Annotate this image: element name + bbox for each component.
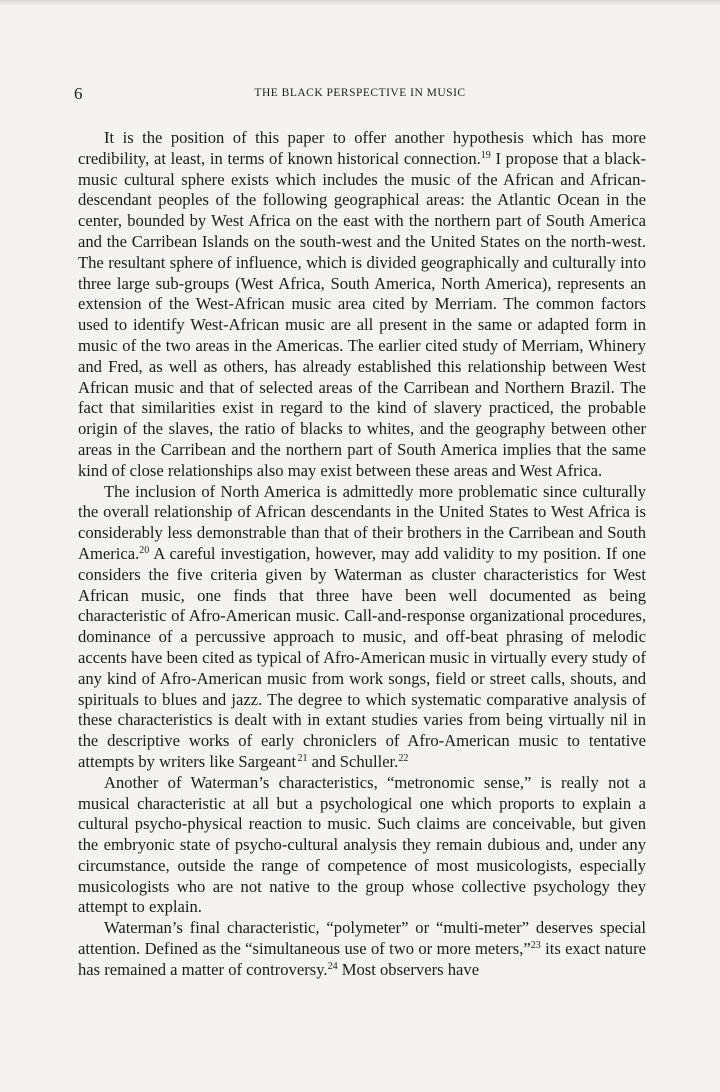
paragraph-text: its exact nature has remained a matter of controversy. [78,939,646,979]
footnote-ref-22[interactable]: 22 [398,752,409,764]
paragraph-text: It is the position of this paper to offer another hypothesis which has more credibility, at least, in terms of known historical connection. [78,128,646,168]
paragraph-text: and Schuller. [307,751,399,771]
paragraph-text: Another of Waterman’s characteristics, “metronomic sense,” is really not a musical characteristic at all but a psychological one which proports to explain a cultural psycho-physical reaction to music. Such claims are conceivable, but given the embryonic state of psycho-cultural analysis they remain dubious and, under any circumstance, outside the range of competence of most musicologists, especially musicologists who are not native to the group whose collective psychology they attempt to explain. [78,772,646,917]
paragraph-4 [78,918,646,980]
footnote-ref-19[interactable]: 19 [480,149,491,161]
journal-title: THE BLACK PERSPECTIVE IN MUSIC [254,87,466,99]
paragraph-text: A careful investigation, however, may add validity to my position. If one considers the five criteria given by Waterman as cluster characteristics for West African music, one finds that three have been well documented as being characteristic of Afro-American music. Call-and-response organizational procedures, dominance of a percussive approach to music, and off-beat phrasing of melodic accents have been cited as typical of Afro-American music in virtually every study of any kind of Afro-American music from work songs, field or street calls, shouts, and spirituals to blues and jazz. The degree to which systematic comparative analysis of these characteristics is dealt with in extant studies varies from being virtually nil in the descriptive works of early chroniclers of Afro-American music to tentative attempts by writers like Sargeant [78,543,646,771]
paragraph-text: I propose that a black-music cultural sphere exists which includes the music of the African and African-descendant peoples of the following geographical areas: the Atlantic Ocean in the center, bounded by West Africa on the east with the northern part of South America and the Carribean Islands on the south-west and the United States on the north-west. The resultant sphere of influence, which is divided geographically and culturally into three large sub-groups (West Africa, South America, North America), represents an extension of the West-African music area cited by Merriam. The common factors used to identify West-African music are all present in the same or adapted form in music of the two areas in the Americas. The earlier cited study of Merriam, Whinery and Fred, as well as others, has already established this relationship between West African music and that of selected areas of the Carribean and Northern Brazil. The fact that similarities exist in regard to the kind of slavery practiced, the probable origin of the slaves, the ratio of blacks to whites, and the geography between other areas in the Carribean and the northern part of South America implies that the same kind of close relationships also may exist between these areas and West Africa. [78,148,646,480]
article-body [78,128,646,981]
paragraph-2 [78,482,646,773]
page-number: 6 [74,84,83,103]
paragraph-text: Most observers have [337,959,480,979]
footnote-ref-23[interactable]: 23 [530,940,541,952]
paragraph-1 [78,128,646,482]
paragraph-text: Waterman’s final characteristic, “polymeter” or “multi-meter” deserves special attention. Defined as the “simultaneous use of two or more meters,” [78,918,646,959]
paragraph-3 [78,773,646,919]
footnote-ref-24[interactable]: 24 [327,960,338,972]
footnote-ref-21[interactable]: 21 [297,752,308,764]
footnote-ref-20[interactable]: 20 [139,544,150,556]
paragraph-text: The inclusion of North America is admittedly more problematic since culturally the overall relationship of African descendants in the United States to West Africa is considerably less demonstrable than that of their brothers in the Carribean and South America. [78,481,646,563]
running-head [74,84,646,104]
